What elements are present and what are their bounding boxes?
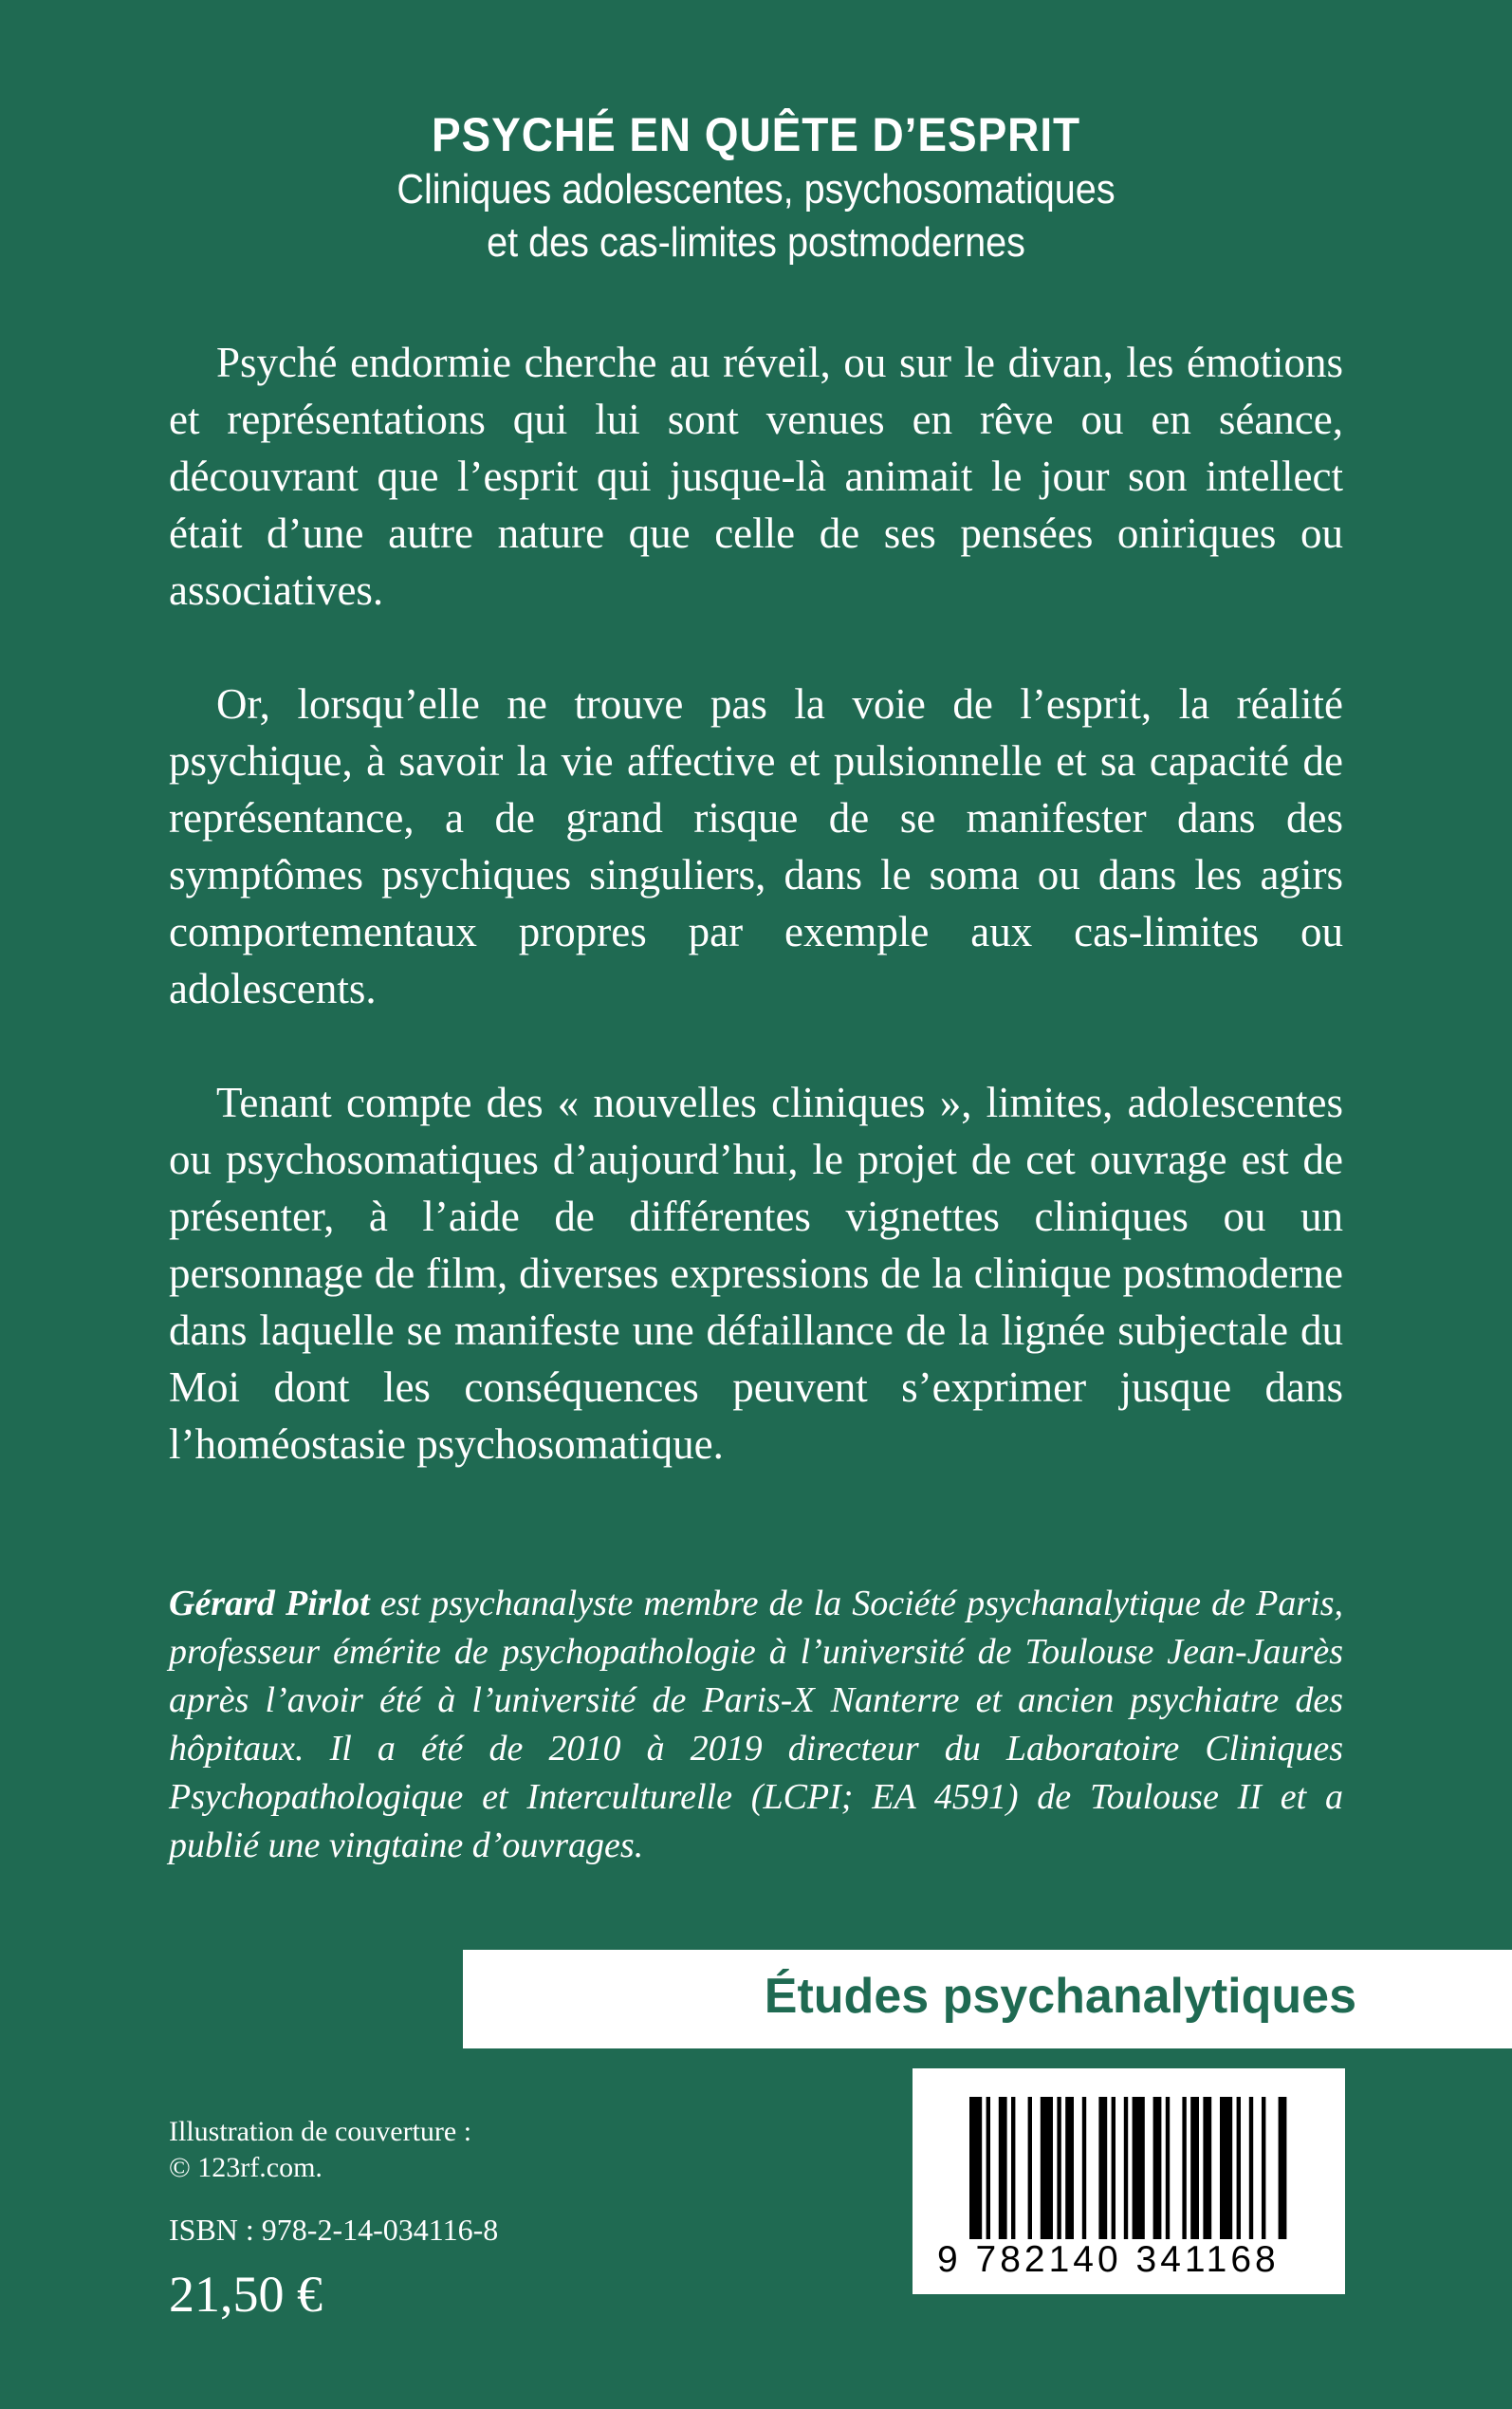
cover-credit-line-1: Illustration de couverture : <box>169 2116 472 2147</box>
book-subtitle-line-1: Cliniques adolescentes, psychosomatiques <box>396 166 1116 213</box>
barcode-bar <box>1203 2097 1211 2239</box>
barcode-bar <box>1262 2097 1265 2239</box>
barcode-bar <box>1279 2097 1287 2239</box>
barcode-bar <box>1153 2097 1162 2239</box>
cover-credit-line-2: © 123rf.com. <box>169 2152 323 2183</box>
barcode-bar <box>1011 2097 1015 2239</box>
barcode-bar <box>969 2097 982 2239</box>
barcode-bar <box>999 2097 1007 2239</box>
author-name: Gérard Pirlot <box>169 1584 370 1623</box>
barcode-digits: 9 782140 341168 <box>937 2239 1280 2280</box>
book-subtitle-line-2: et des cas-limites postmodernes <box>487 219 1025 266</box>
summary-paragraph-1 <box>169 334 1343 619</box>
barcode-bar <box>1220 2097 1232 2239</box>
paragraph-text: Or, lorsqu’elle ne trouve pas la voie de l’esprit, la réalité psychique, à savoir la vie affective et pulsionnelle et sa capacité de représentance, a de grand risque de se manifester dans des symptômes psychiques singuliers, dans le soma ou dans les agirs comportementaux propres par exemple aux cas-limites ou adolescents. <box>169 680 1343 1012</box>
collection-name: Études psychanalytiques <box>764 1969 1356 2024</box>
cover-credit <box>169 2114 471 2186</box>
barcode-bar <box>1249 2097 1253 2239</box>
barcode <box>913 2068 1345 2294</box>
isbn: ISBN : 978-2-14-034116-8 <box>169 2213 499 2247</box>
barcode-bar <box>1041 2097 1053 2239</box>
summary-paragraph-3 <box>169 1074 1343 1473</box>
barcode-bar <box>986 2097 990 2239</box>
barcode-bar <box>1098 2097 1107 2239</box>
title-block <box>0 106 1512 269</box>
barcode-bar <box>1133 2097 1145 2239</box>
paragraph-text: Psyché endormie cherche au réveil, ou sur le divan, les émotions et représentations qui lui sont venues en rêve ou en séance, découvrant que l’esprit qui jusque-là animait le jour son intellect était d’une autre nature que celle de ses pensées oniriques ou associatives. <box>169 339 1343 614</box>
barcode-bar <box>1237 2097 1241 2239</box>
price: 21,50 € <box>169 2266 323 2323</box>
barcode-bar <box>1057 2097 1060 2239</box>
paragraph-text: Tenant compte des « nouvelles cliniques », limites, adolescentes ou psychosomatiques d’aujourd’hui, le projet de cet ouvrage est de présenter, à l’aide de différentes vignettes cliniques ou un personnage de film, diverses expressions de la clinique postmoderne dans laquelle se manifeste une défaillance de la lignée subjectale du Moi dont les conséquences peuvent s’exprimer jusque dans l’homéostasie psychosomatique. <box>169 1079 1343 1468</box>
book-title: PSYCHÉ EN QUÊTE D’ESPRIT <box>431 108 1081 161</box>
barcode-bar <box>1166 2097 1170 2239</box>
collection-band <box>463 1950 1512 2048</box>
barcode-bar <box>1190 2097 1199 2239</box>
barcode-bar <box>1065 2097 1074 2239</box>
barcode-bar <box>1028 2097 1032 2239</box>
author-bio <box>169 1580 1343 1870</box>
summary-paragraph-2 <box>169 676 1343 1017</box>
barcode-bar <box>1182 2097 1186 2239</box>
author-bio-text: est psychanalyste membre de la Société psychanalytique de Paris, professeur émérite de psychopathologie à l’université de Toulouse Jean-Jaurès après l’avoir été à l’université de Paris-X Nanterre et ancien psychiatre des hôpitaux. Il a été de 2010 à 2019 directeur du Laboratoire Cliniques Psychopathologique et Interculturelle (LCPI; EA 4591) de Toulouse II et a publié une vingtaine d’ouvrages. <box>169 1584 1343 1865</box>
barcode-bar <box>1112 2097 1116 2239</box>
barcode-bar <box>1082 2097 1086 2239</box>
barcode-bar <box>1124 2097 1128 2239</box>
